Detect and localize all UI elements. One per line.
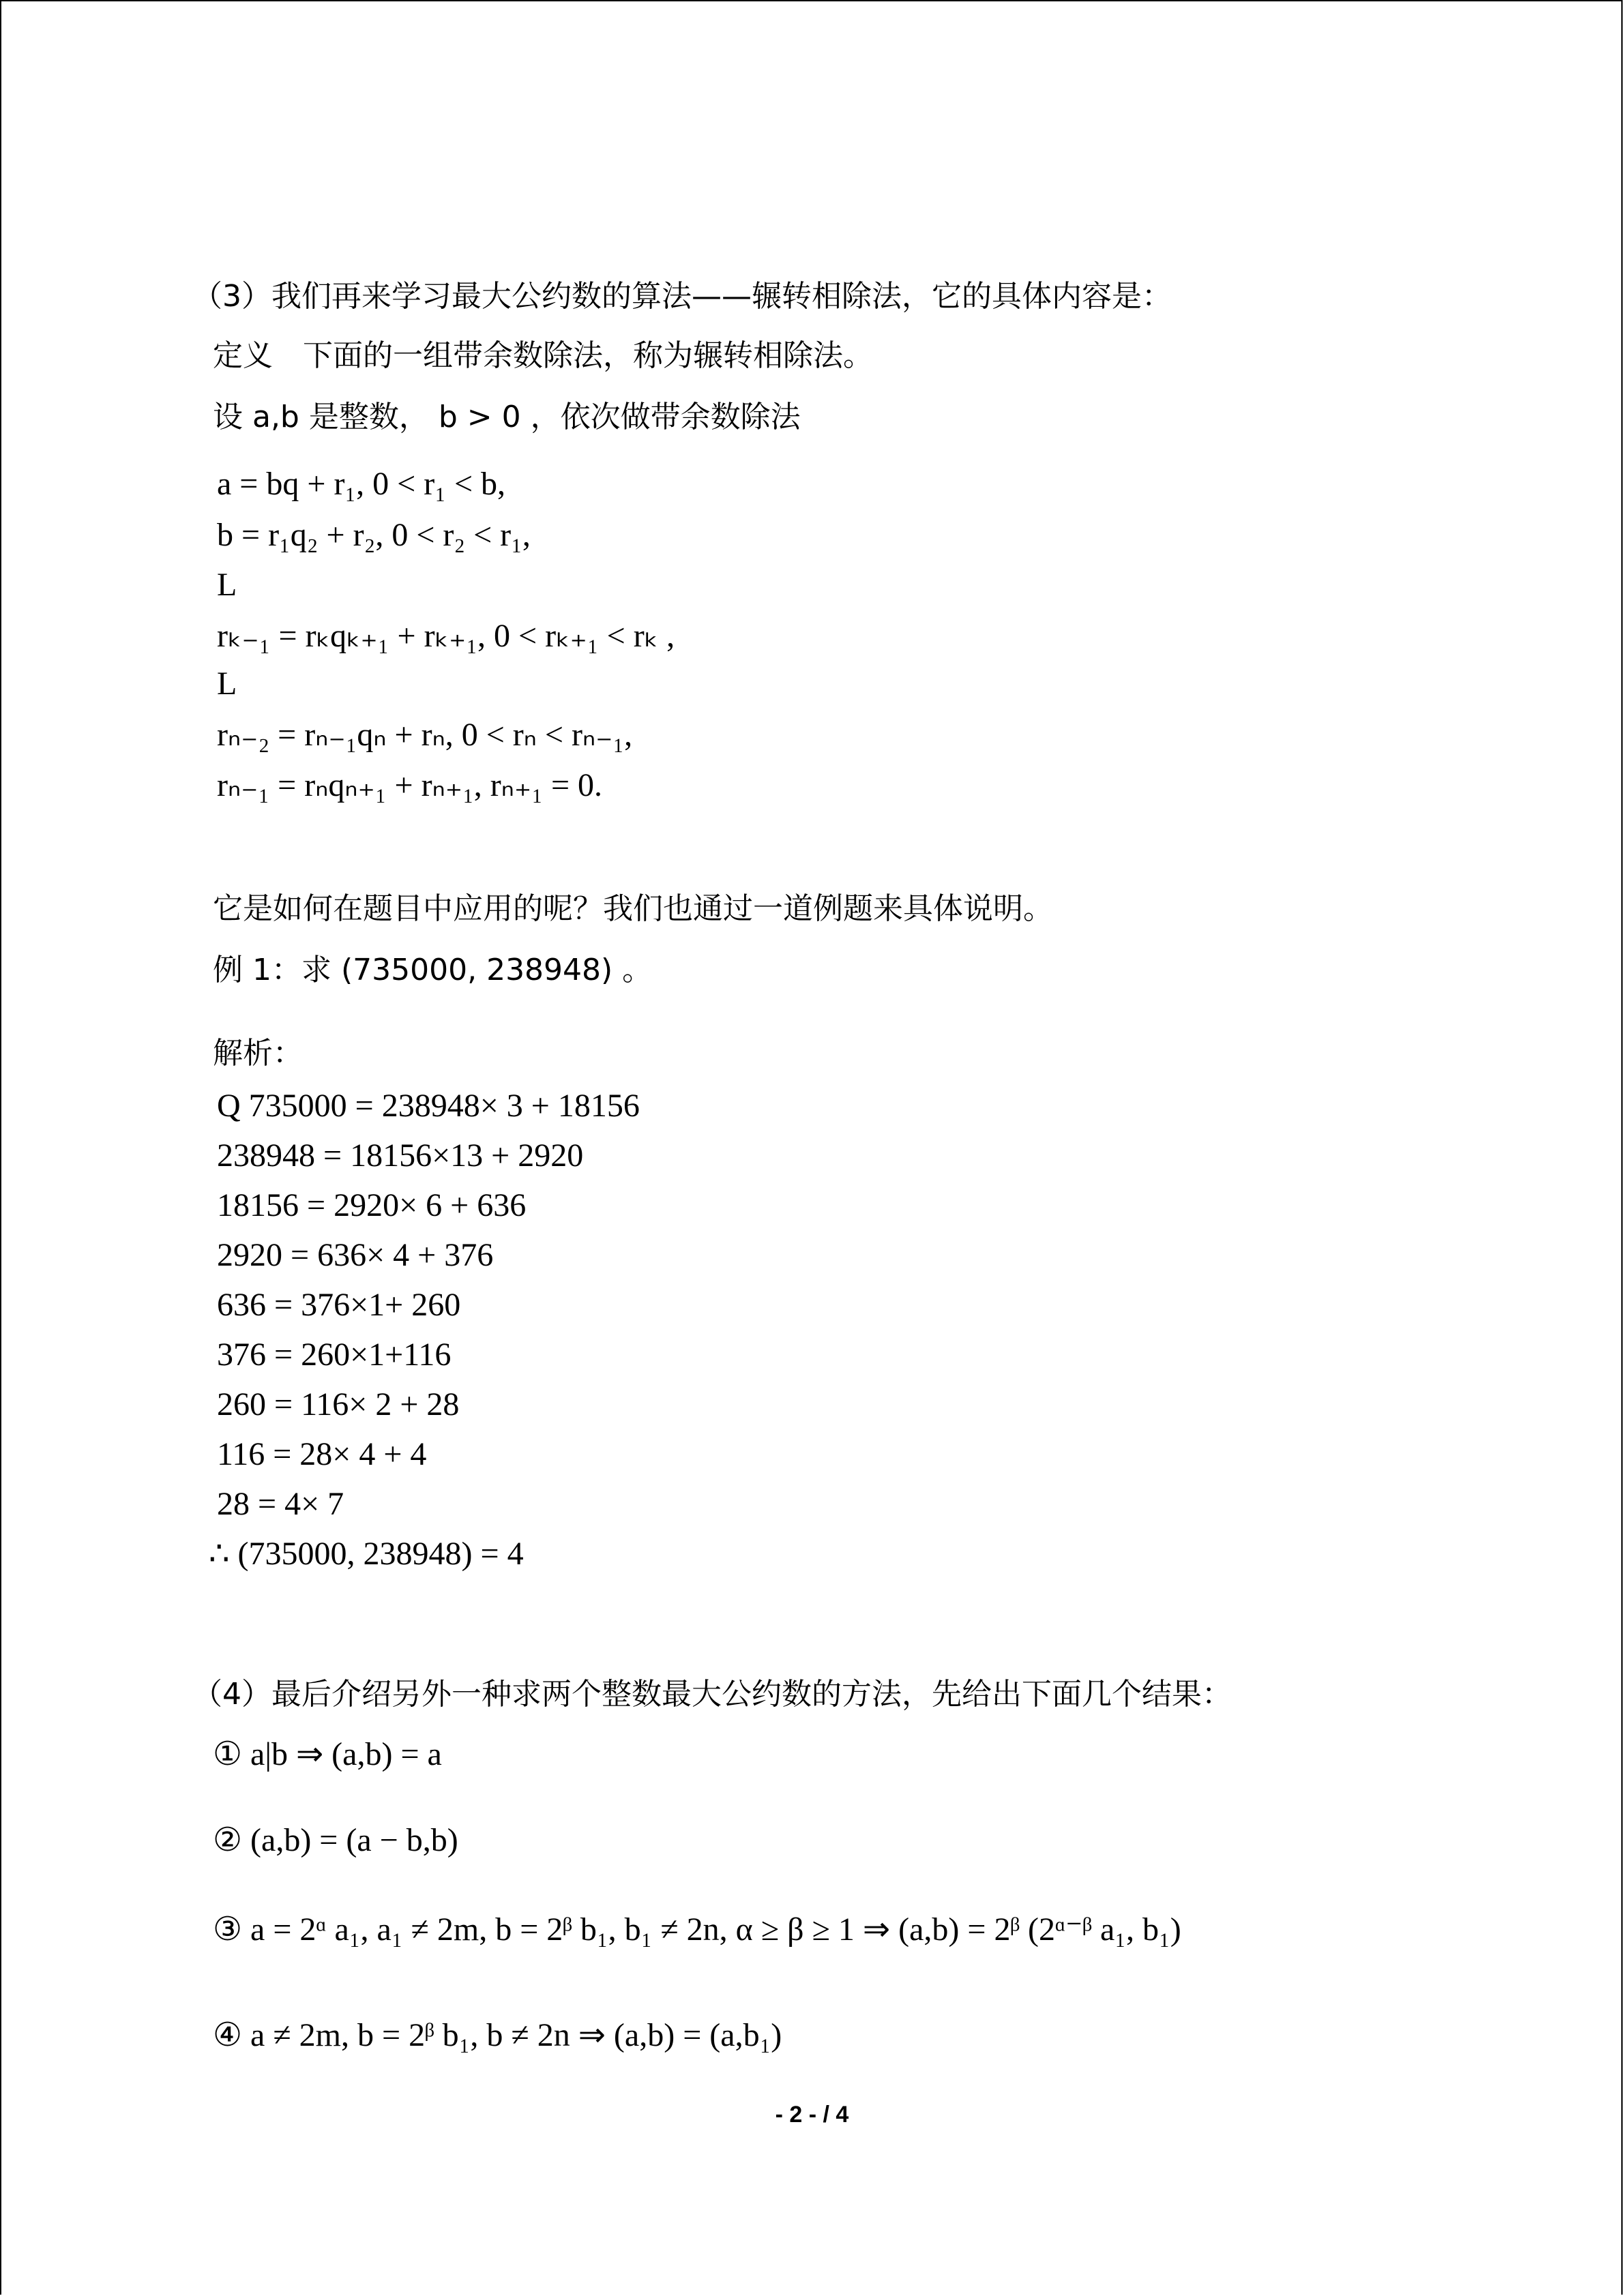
calculation-line: 116 = 28× 4 + 4 (217, 1436, 427, 1472)
calculation-line: 260 = 116× 2 + 28 (217, 1386, 460, 1422)
result-item: ② (a,b) = (a − b,b) (213, 1822, 458, 1858)
ellipsis-line (217, 664, 237, 704)
equation-text: a = bq + r₁, 0 < r₁ < b, (217, 466, 506, 502)
equation-line (217, 515, 531, 556)
page-number: - 2 - / 4 (775, 2102, 849, 2128)
solution-label: 解析： (213, 1036, 303, 1071)
equation-line (217, 765, 602, 806)
ellipsis-text: L (217, 567, 237, 603)
calculation-line: 18156 = 2920× 6 + 636 (217, 1187, 527, 1223)
calculation-line: 28 = 4× 7 (217, 1486, 344, 1522)
conclusion-line: ∴ (735000, 238948) = 4 (209, 1536, 524, 1572)
section-4-heading: （4）最后介绍另外一种求两个整数最大公约数的方法，先给出下面几个结果： (192, 1677, 1232, 1712)
ellipsis-text: L (217, 666, 237, 702)
equation-text: b = r₁q₂ + r₂, 0 < r₂ < r₁, (217, 517, 531, 553)
equation-line (217, 464, 505, 505)
definition-line: 定义 下面的一组带余数除法，称为辗转相除法。 (213, 338, 873, 373)
calculation-line: Q 735000 = 238948× 3 + 18156 (217, 1088, 640, 1124)
result-item: ① a|b ⇒ (a,b) = a (213, 1736, 442, 1772)
equation-text: rₙ₋₁ = rₙqₙ₊₁ + rₙ₊₁, rₙ₊₁ = 0. (217, 767, 603, 803)
equation-text: rₖ₋₁ = rₖqₖ₊₁ + rₖ₊₁, 0 < rₖ₊₁ < rₖ , (217, 618, 675, 654)
calculation-line: 238948 = 18156×13 + 2920 (217, 1137, 584, 1174)
result-item: ④ a ≠ 2m, b = 2ᵝ b₁, b ≠ 2n ⇒ (a,b) = (a,b₁) (213, 2017, 782, 2053)
transition-text: 它是如何在题目中应用的呢？我们也通过一道例题来具体说明。 (213, 891, 1053, 926)
setup-line: 设 a,b 是整数， b > 0 ，依次做带余数除法 (213, 400, 801, 434)
equation-line (217, 715, 632, 756)
result-item: ③ a = 2ᵅ a₁, a₁ ≠ 2m, b = 2ᵝ b₁, b₁ ≠ 2n, α ≥ β ≥ 1 ⇒ (a,b) = 2ᵝ (2ᵅ⁻ᵝ a₁, b₁) (213, 1911, 1181, 1948)
calculation-line: 2920 = 636× 4 + 376 (217, 1237, 494, 1273)
equation-line (217, 616, 675, 657)
calculation-line: 376 = 260×1+116 (217, 1337, 452, 1373)
section-3-heading: （3）我们再来学习最大公约数的算法——辗转相除法，它的具体内容是： (192, 279, 1172, 314)
example-title: 例 1：求 (735000, 238948) 。 (213, 953, 653, 987)
ellipsis-line (217, 565, 237, 606)
calculation-line: 636 = 376×1+ 260 (217, 1287, 461, 1323)
equation-text: rₙ₋₂ = rₙ₋₁qₙ + rₙ, 0 < rₙ < rₙ₋₁, (217, 717, 633, 753)
